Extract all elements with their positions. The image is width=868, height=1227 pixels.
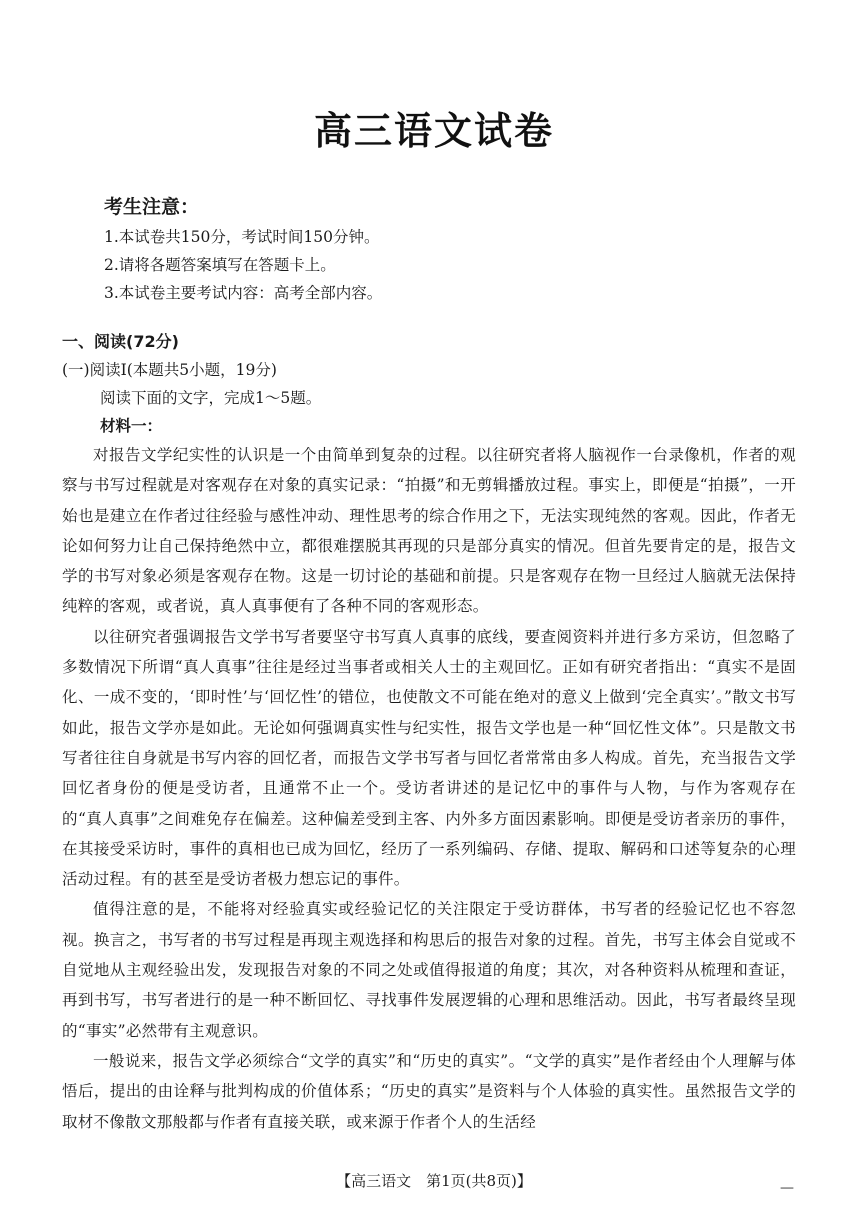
corner-mark: — bbox=[780, 1180, 794, 1196]
paragraph: 以往研究者强调报告文学书写者要坚守书写真人真事的底线，要查阅资料并进行多方采访，但忽略了多数情况下所谓“真人真事”往往是经过当事者或相关人士的主观回忆。正如有研究者指出：“真实不是固化、一成不变的，‘即时性’与‘回忆性’的错位，也使散文不可能在绝对的意义上做到‘完全真实’。”散文书写如此，报告文学亦是如此。无论如何强调真实性与纪实性，报告文学也是一种“回忆性文体”。只是散文书写者往往自身就是书写内容的回忆者，而报告文学书写者与回忆者常常由多人构成。首先，充当报告文学回忆者身份的便是受访者，且通常不止一个。受访者讲述的是记忆中的事件与人物，与作为客观存在的“真人真事”之间难免存在偏差。这种偏差受到主客、内外多方面因素影响。即便是受访者亲历的事件，在其接受采访时，事件的真相也已成为回忆，经历了一系列编码、存储、提取、解码和口述等复杂的心理活动过程。有的甚至是受访者极力想忘记的事件。 bbox=[62, 627, 796, 889]
section-heading: 一、阅读(72分) bbox=[62, 332, 179, 351]
notice-item: 1.本试卷共150分，考试时间150分钟。 bbox=[104, 228, 380, 246]
paragraph: 对报告文学纪实性的认识是一个由简单到复杂的过程。以往研究者将人脑视作一台录像机，作者的观察与书写过程就是对客观存在对象的真实记录：“拍摄”和无剪辑播放过程。事实上，即便是“拍摄”，一开始也是建立在作者过往经验与感性冲动、理性思考的综合作用之下，无法实现纯然的客观。因此，作者无论如何努力让自己保持绝然中立，都很难摆脱其再现的只是部分真实的情况。但首先要肯定的是，报告文学的书写对象必须是客观存在物。这是一切讨论的基础和前提。只是客观存在物一旦经过人脑就无法保持纯粹的客观，或者说，真人真事便有了各种不同的客观形态。 bbox=[62, 446, 796, 616]
notice-heading: 考生注意： bbox=[104, 196, 200, 218]
paragraph: 值得注意的是，不能将对经验真实或经验记忆的关注限定于受访群体，书写者的经验记忆也不容忽视。换言之，书写者的书写过程是再现主观选择和构思后的报告对象的过程。首先，书写主体会自觉或不自觉地从主观经验出发，发现报告对象的不同之处或值得报道的角度；其次，对各种资料从梳理和查证，再到书写，书写者进行的是一种不断回忆、寻找事件发展逻辑的心理和思维活动。因此，书写者最终呈现的“事实”必然带有主观意识。 bbox=[62, 900, 796, 1040]
page-title: 高三语文试卷 bbox=[313, 109, 554, 153]
material-label: 材料一： bbox=[100, 417, 163, 435]
instruction-text: 阅读下面的文字，完成1～5题。 bbox=[100, 389, 322, 407]
notice-block bbox=[104, 192, 804, 307]
notice-item: 2.请将各题答案填写在答题卡上。 bbox=[104, 256, 336, 274]
paragraph: 一般说来，报告文学必须综合“文学的真实”和“历史的真实”。“文学的真实”是作者经由个人理解与体悟后，提出的由诠释与批判构成的价值体系；“历史的真实”是资料与个人体验的真实性。虽然报告文学的取材不像散文那般都与作者有直接关联，或来源于作者个人的生活经 bbox=[62, 1051, 796, 1131]
page-footer: 【高三语文 第1页(共8页)】 bbox=[336, 1172, 532, 1190]
notice-item: 3.本试卷主要考试内容：高考全部内容。 bbox=[104, 284, 383, 302]
reading-section bbox=[62, 328, 796, 1137]
subsection-heading: (一)阅读Ⅰ(本题共5小题，19分) bbox=[62, 361, 277, 379]
